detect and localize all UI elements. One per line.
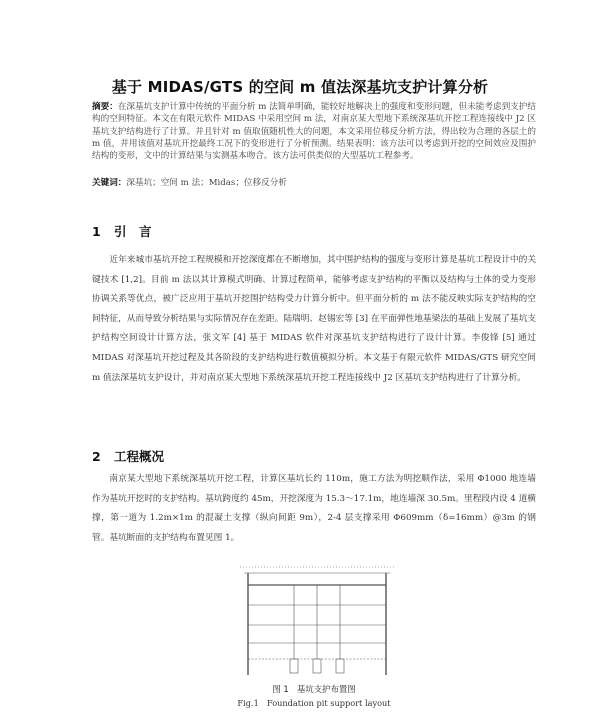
support-layout-figure	[238, 563, 396, 681]
section-heading-2	[92, 447, 164, 465]
section-2-body: 南京某大型地下系统深基坑开挖工程，计算区基坑长约 110m，施工方法为明挖顺作法，采用 Φ1000 地连墙作为基坑开挖时的支护结构。基坑跨度约 45m，开挖深度为 15.3～17.1m，地连墙深 30.5m。里程段内设 4 道横撑，第一道为 1.2m×1m 的混凝土支撑（纵向间距 9m），2-4 层支撑采用 Φ609mm（δ=16mm）@3m 的钢管。基坑断面的支护结构布置见图 1。	[92, 474, 536, 543]
pile-1	[290, 659, 298, 673]
section-heading-1	[92, 222, 152, 240]
section-title: 引 言	[114, 224, 152, 239]
section-title: 工程概况	[114, 449, 165, 464]
section-number: 2	[92, 449, 101, 464]
abstract-text: 在深基坑支护计算中传统的平面分析 m 法简单明确，能较好地解决上的强度和变形问题，但未能考虑到支护结构的空间特征。本文在有限元软件 MIDAS 中采用空间 m 法，对南京某大型地下系统深基坑开挖工程连接线中 J2 区基坑支护结构进行了计算。并且针对 m 值取值随机性大的问题，本文采用位移反分析方法，得出较为合理的各层土的 m 值，并用该值对基坑开挖最终工况下的变形进行了分析预测。结果表明：该方法可以考虑到开挖的空间效应及围护结构的变形，文中的计算结果与实测基本吻合。该方法可供类似的大型基坑工程参考。	[92, 102, 536, 162]
keywords	[92, 176, 536, 188]
figure-caption-en: Fig.1 Foundation pit support layout	[237, 698, 391, 708]
paper-title: 基于 MIDAS/GTS 的空间 m 值法深基坑支护计算分析	[111, 78, 489, 96]
section-1-body: 近年来城市基坑开挖工程规模和开挖深度都在不断增加，其中围护结构的强度与变形计算是基坑工程设计中的关键技术 [1,2]。目前 m 法以其计算模式明确、计算过程简单，能够考虑支护结构的平衡以及结构与土体的受力变形协调关系等优点，被广泛应用于基坑开挖围护结构受力计算分析中。但平面分析的 m 法不能反映实际支护结构的空间特征，从而导致分析结果与实际情况存在差距。陆瑞明、赵锡宏等 [3] 在平面弹性地基梁法的基础上发展了基坑支护结构空间设计计算方法，张文军 [4] 基于 MIDAS 软件对深基坑支护结构进行了设计计算。李俊锋 [5] 通过 MIDAS 对深基坑开挖过程及其各阶段的支护结构进行数值模拟分析。本文基于有限元软件 MIDAS/GTS 研究空间 m 值法深基坑支护设计，并对南京某大型地下系统深基坑开挖工程连接线中 J2 区基坑支护结构进行了计算分析。	[92, 255, 536, 383]
abstract	[92, 101, 536, 162]
figure-caption-cn: 图 1 基坑支护布置图	[272, 684, 356, 694]
keywords-label: 关键词：	[92, 178, 127, 188]
section-number: 1	[92, 224, 101, 239]
pile-2	[313, 659, 321, 673]
abstract-label: 摘要：	[92, 102, 118, 112]
keywords-text: 深基坑；空间 m 法；Midas；位移反分析	[126, 178, 287, 188]
pile-3	[336, 659, 344, 673]
